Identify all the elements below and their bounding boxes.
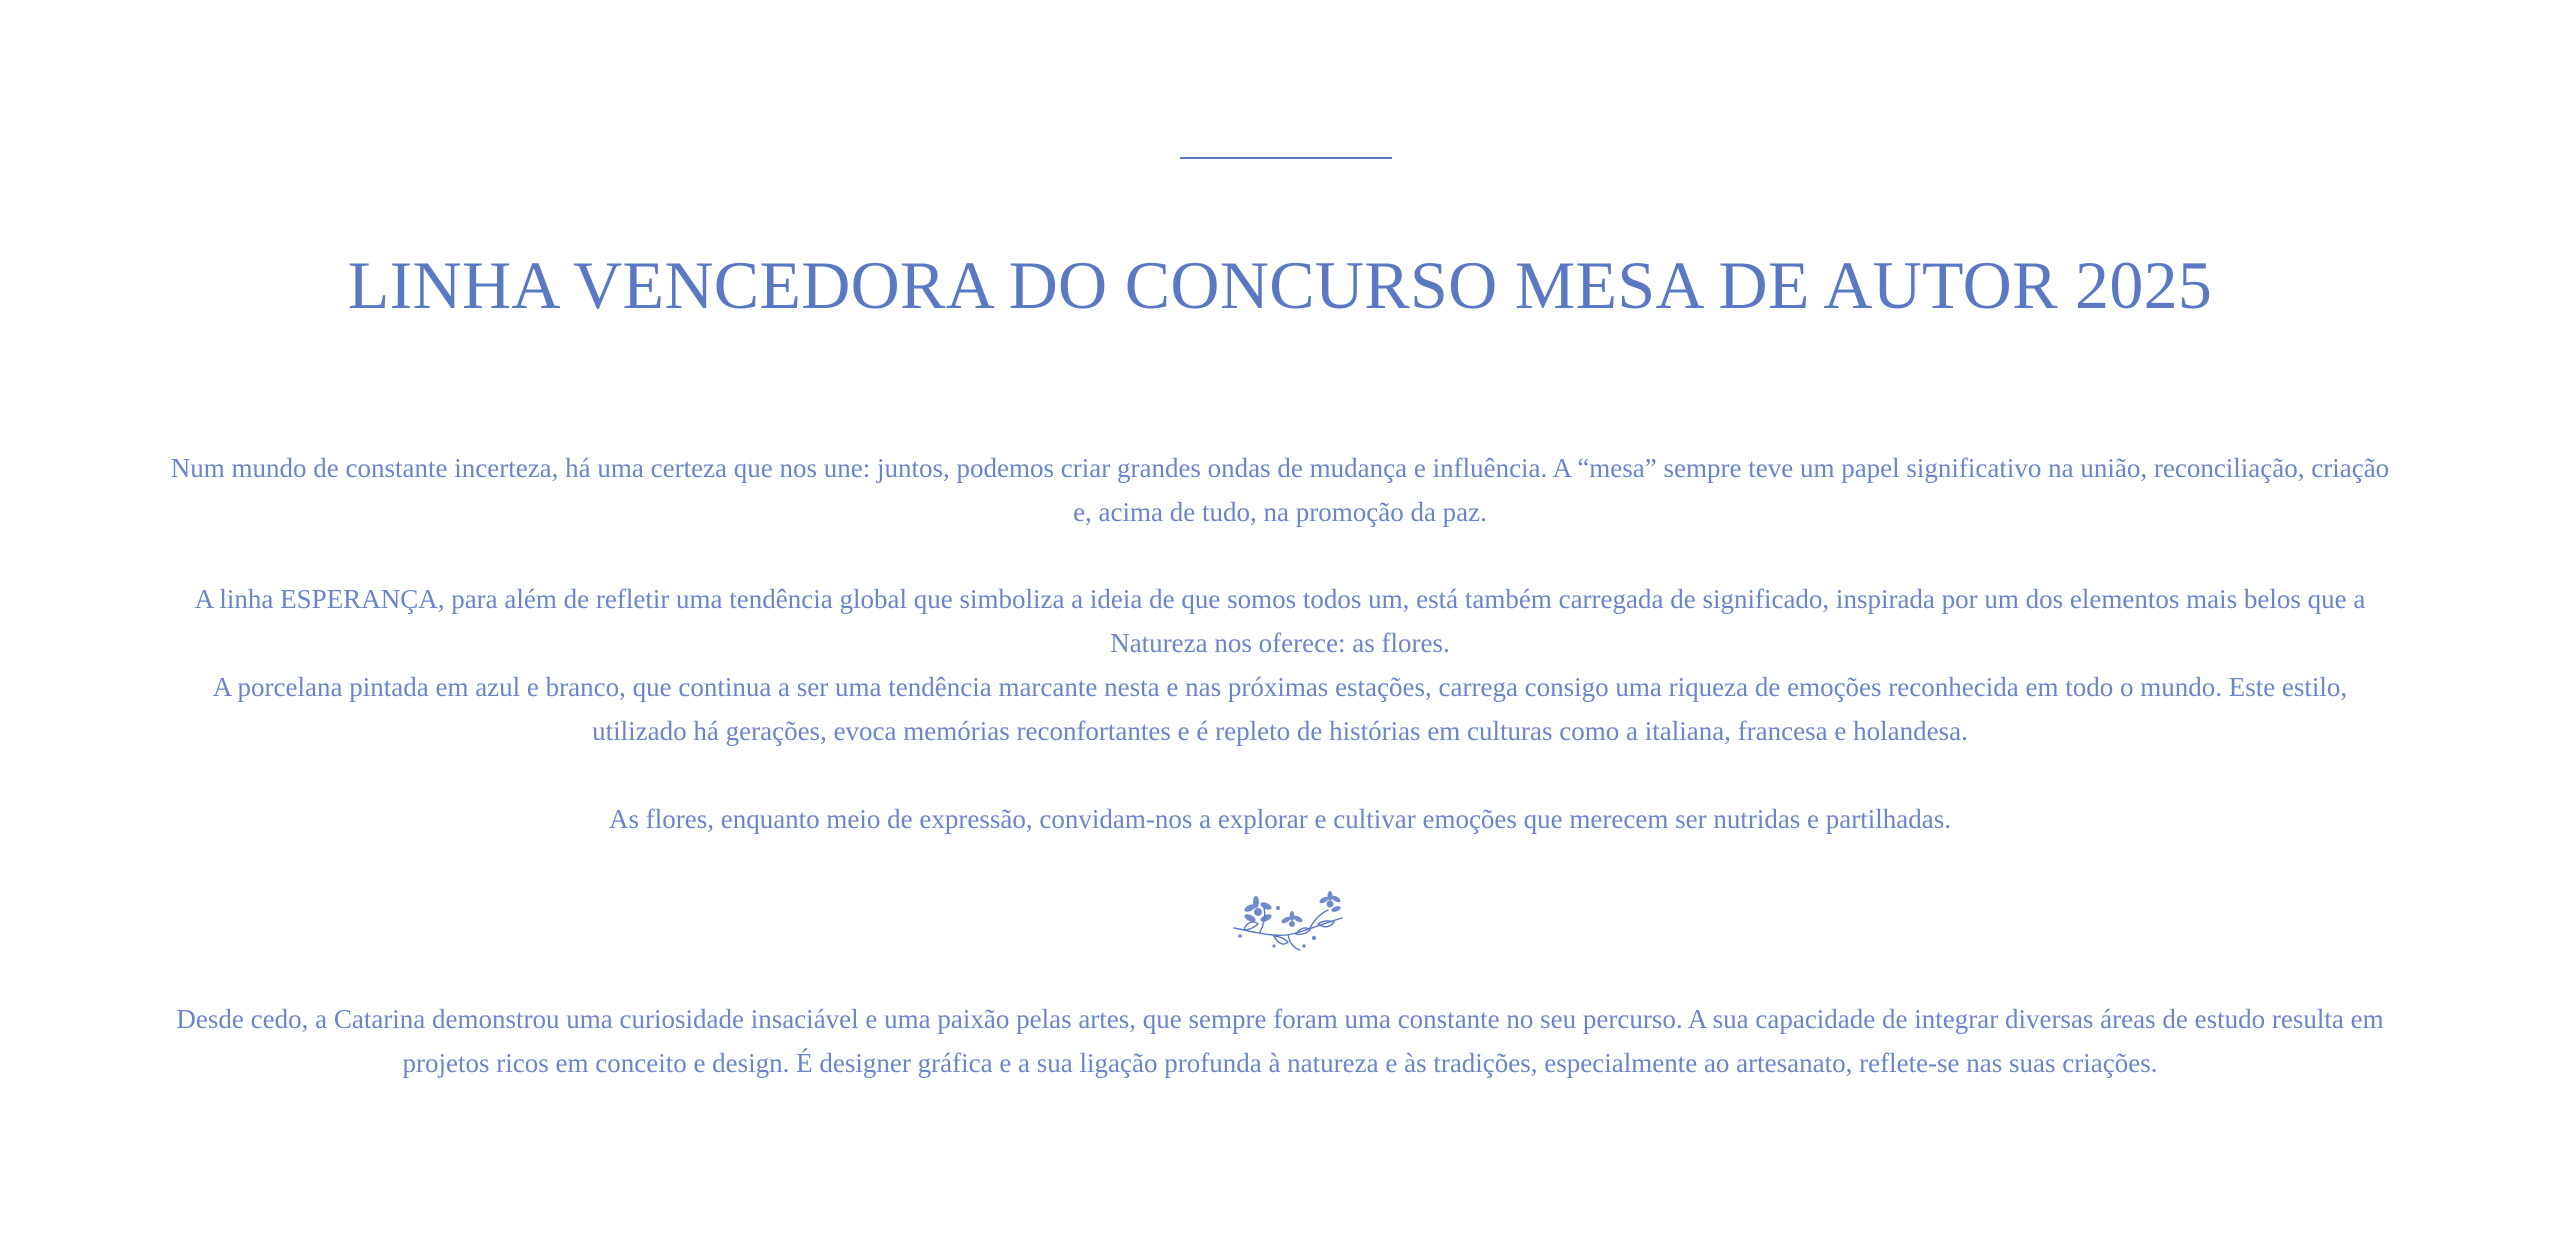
esperanca-section [170, 577, 2390, 753]
title-divider [1180, 157, 1392, 159]
intro-section [170, 446, 2390, 534]
floral-ornament-icon [1230, 888, 1346, 954]
flores-paragraph: As flores, enquanto meio de expressão, convidam-nos a explorar e cultivar emoções que merecem ser nutridas e partilhadas. [608, 804, 1951, 834]
flores-section [170, 797, 2390, 841]
porcelana-paragraph: A porcelana pintada em azul e branco, que continua a ser uma tendência marcante nesta e nas próximas estações, carrega consigo uma riqueza de emoções reconhecida em todo o mundo. Este estilo, utilizado há gerações, evoca memórias reconfortantes e é repleto de histórias em culturas como a italiana, francesa e holandesa. [212, 672, 2348, 746]
esperanca-paragraph: A linha ESPERANÇA, para além de refletir uma tendência global que simboliza a ideia de que somos todos um, está também carregada de significado, inspirada por um dos elementos mais belos que a Natureza nos oferece: as flores. [194, 584, 2366, 658]
catarina-section [170, 997, 2390, 1085]
intro-paragraph: Num mundo de constante incerteza, há uma certeza que nos une: juntos, podemos criar grandes ondas de mudança e influência. A “mesa” sempre teve um papel significativo na união, reconciliação, criação e, acima de tudo, na promoção da paz. [170, 453, 2390, 527]
catarina-paragraph: Desde cedo, a Catarina demonstrou uma curiosidade insaciável e uma paixão pelas artes, que sempre foram uma constante no seu percurso. A sua capacidade de integrar diversas áreas de estudo resulta em projetos ricos em conceito e design. É designer gráfica e a sua ligação profunda à natureza e às tradições, especialmente ao artesanato, reflete-se nas suas criações. [176, 1004, 2384, 1078]
page-title: LINHA VENCEDORA DO CONCURSO MESA DE AUTOR 2025 [347, 247, 2213, 323]
